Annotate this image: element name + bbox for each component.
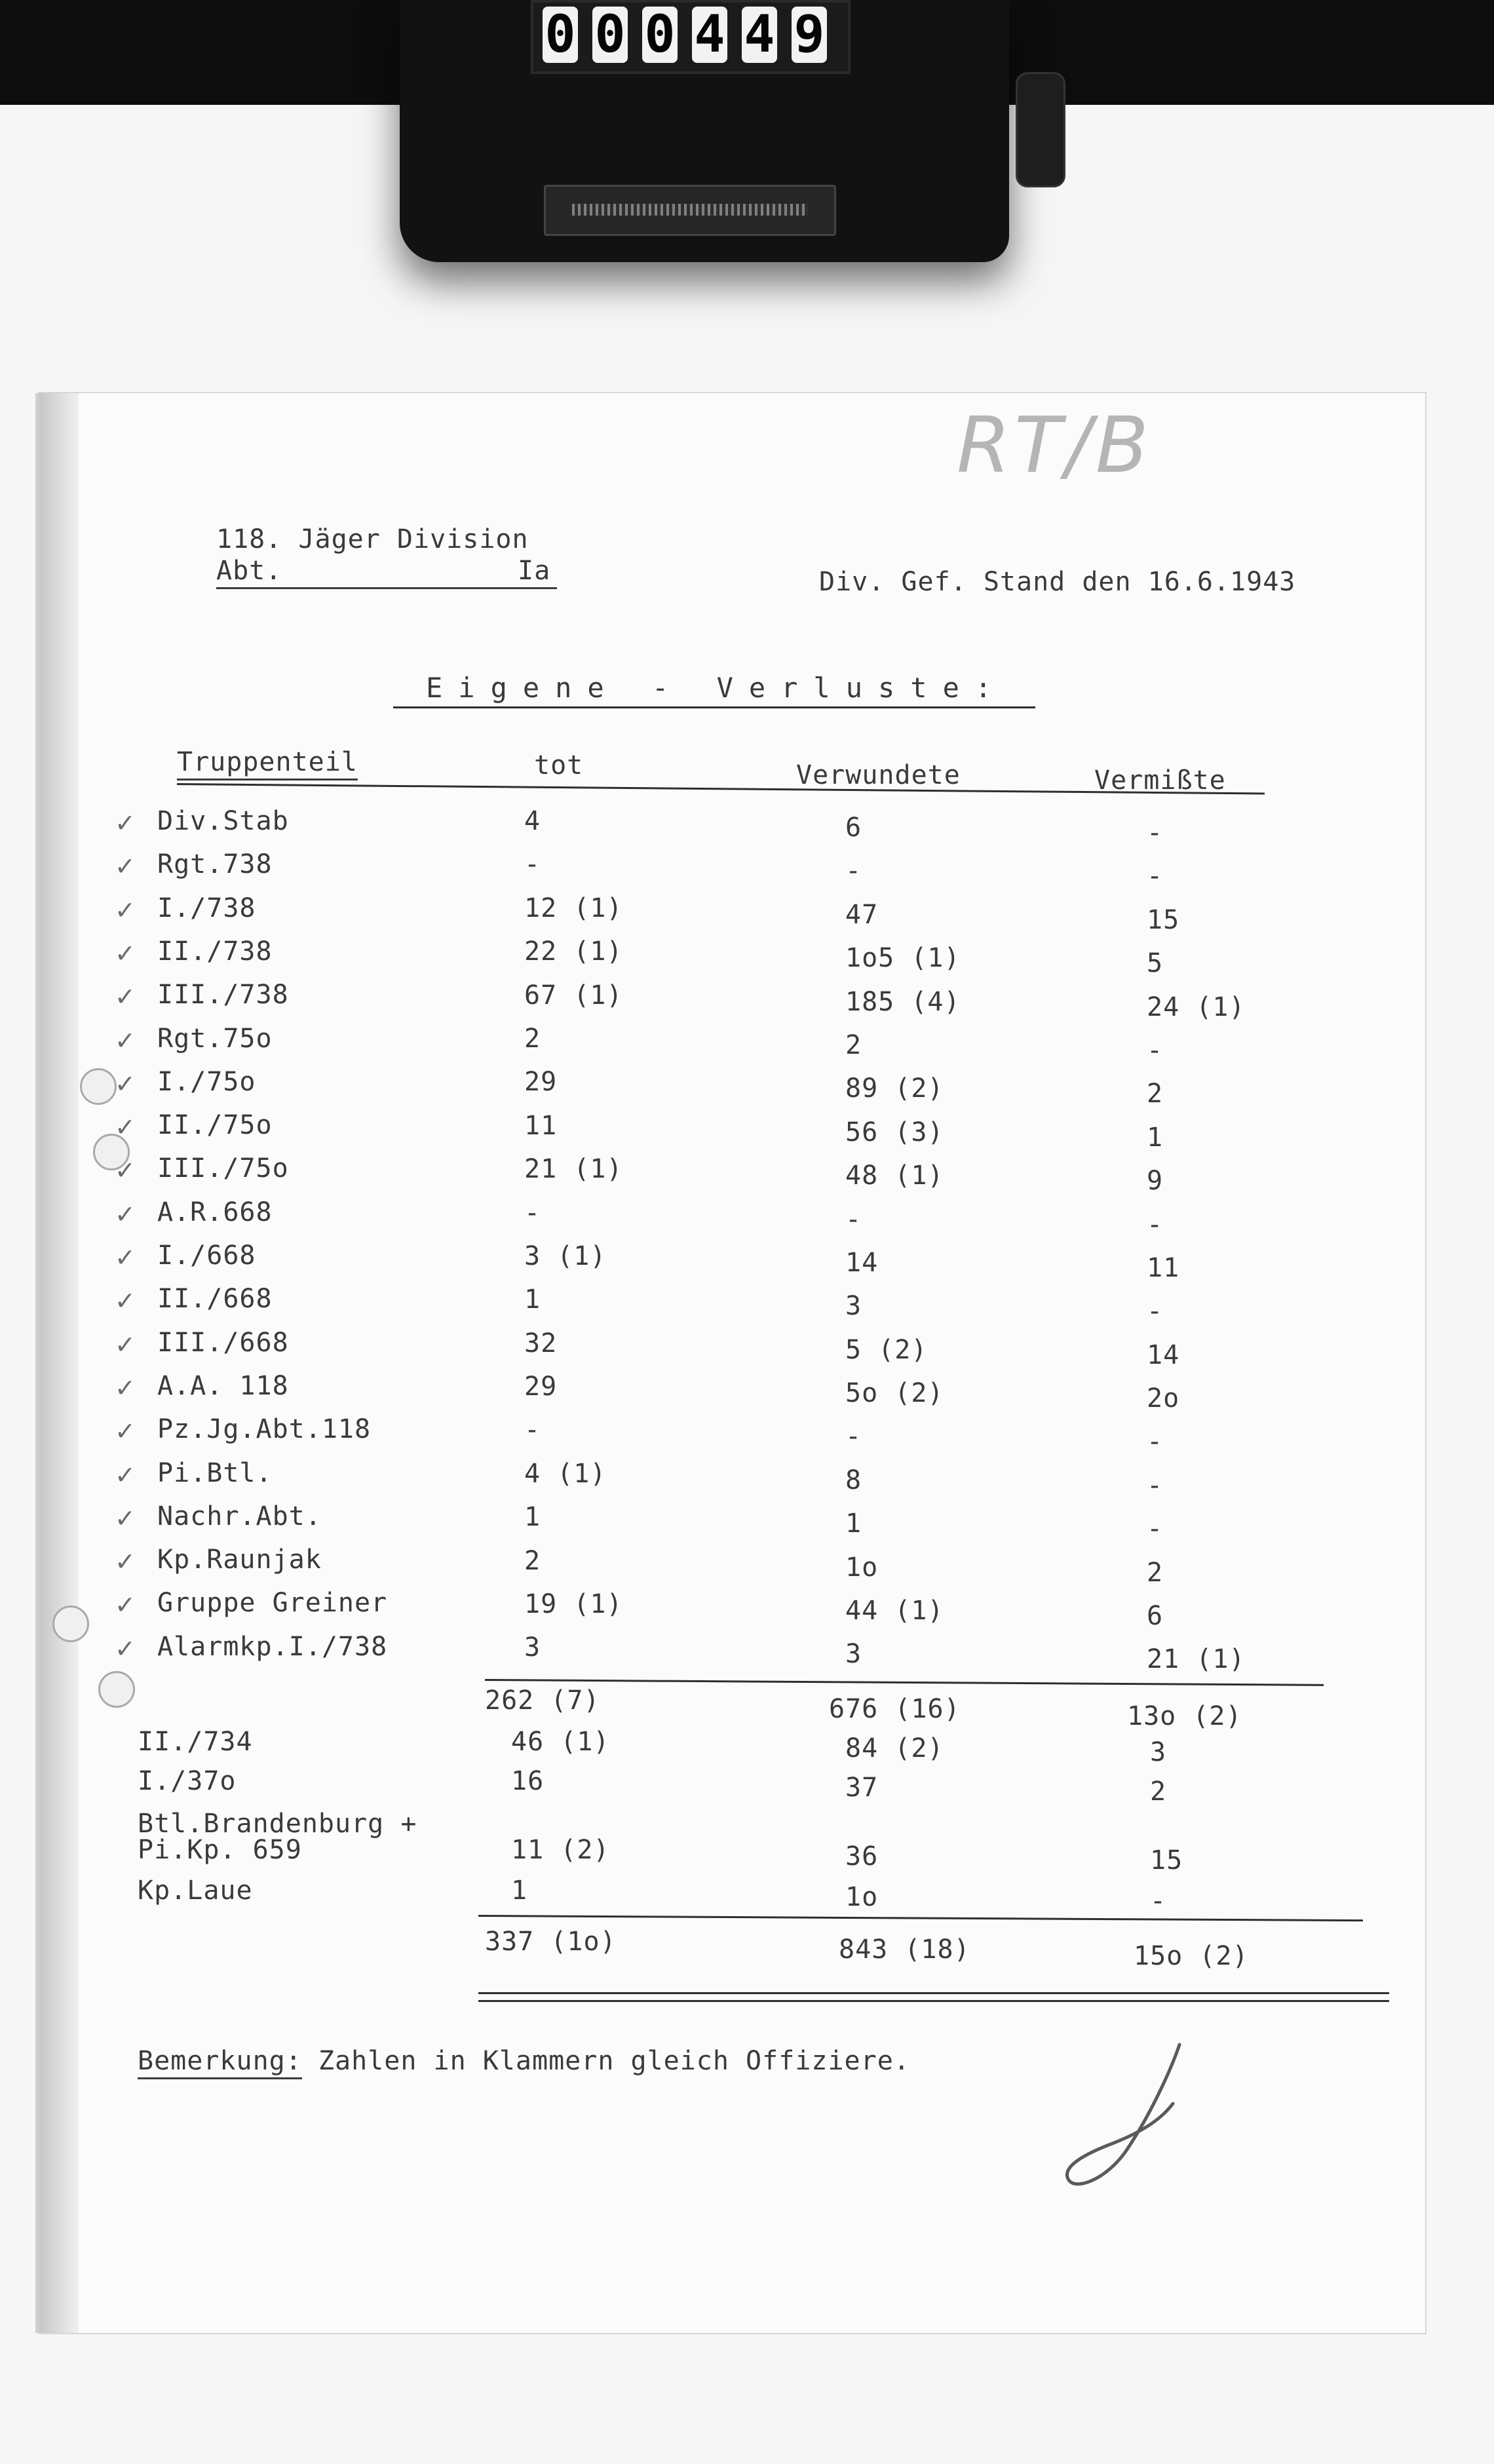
subtotal-rule <box>485 1679 1324 1686</box>
cell-missing: - <box>1147 1209 1164 1240</box>
cell-missing: 2 <box>1147 1079 1164 1109</box>
cell-missing: 6 <box>1147 1601 1164 1632</box>
cell-wounded: 5 (2) <box>845 1334 928 1365</box>
place-date: Div. Gef. Stand den 16.6.1943 <box>819 567 1296 597</box>
cell-missing: 3 <box>1150 1737 1167 1767</box>
check-mark: ✓ <box>115 938 136 968</box>
cell-dead: 2 <box>524 1545 541 1576</box>
cell-missing: 15 <box>1147 904 1180 935</box>
check-mark: ✓ <box>115 1503 136 1533</box>
subtotal-missing: 13o (2) <box>1127 1701 1242 1731</box>
cell-wounded: 6 <box>845 813 862 843</box>
cell-unit: II./75o <box>157 1110 273 1141</box>
cell-unit: III./75o <box>157 1153 289 1184</box>
cell-missing: 21 (1) <box>1147 1644 1246 1675</box>
cell-wounded: - <box>845 1204 862 1235</box>
subtotal-wounded: 676 (16) <box>829 1694 961 1724</box>
cell-missing: 14 <box>1147 1339 1180 1370</box>
cell-missing: 5 <box>1147 948 1164 979</box>
double-rule-top <box>478 1992 1389 1994</box>
cell-dead: 2 <box>524 1023 541 1054</box>
check-mark: ✓ <box>115 852 136 881</box>
frame-counter <box>531 0 851 74</box>
cell-dead: 21 (1) <box>524 1154 623 1185</box>
cell-missing: 15 <box>1150 1845 1183 1876</box>
cell-wounded: 14 <box>845 1247 879 1278</box>
title-underline <box>393 706 1035 708</box>
cell-dead: 29 <box>524 1372 558 1402</box>
cell-dead: 1 <box>511 1876 528 1906</box>
cell-wounded: 8 <box>845 1465 862 1495</box>
check-mark: ✓ <box>115 1069 136 1098</box>
cell-dead: 22 (1) <box>524 936 623 967</box>
counter-digit: 4 <box>742 7 777 63</box>
column-header-unit: Truppenteil <box>177 747 358 780</box>
division-name: 118. Jäger Division <box>216 524 529 554</box>
cell-wounded: 1o <box>845 1882 879 1912</box>
cell-unit: Pz.Jg.Abt.118 <box>157 1414 372 1445</box>
remark-label: Bemerkung: <box>138 2046 302 2079</box>
cell-dead: 32 <box>524 1328 558 1358</box>
cell-wounded: 47 <box>845 899 879 930</box>
cell-unit: I./37o <box>138 1766 237 1796</box>
cell-unit: Kp.Laue <box>138 1876 253 1906</box>
cell-unit: Pi.Btl. <box>157 1457 273 1488</box>
check-mark: ✓ <box>115 1460 136 1490</box>
archive-mark: RT/B <box>957 400 1153 490</box>
cell-unit: Btl.Brandenburg + <box>138 1809 417 1839</box>
cell-missing: 9 <box>1147 1166 1164 1197</box>
column-header-missing: Vermißte <box>1094 765 1226 796</box>
check-mark: ✓ <box>115 1330 136 1359</box>
cell-missing: 2 <box>1147 1557 1164 1588</box>
cell-unit: Kp.Raunjak <box>157 1545 322 1575</box>
cell-unit: II./734 <box>138 1727 253 1757</box>
check-mark: ✓ <box>115 1156 136 1185</box>
check-mark: ✓ <box>115 1373 136 1402</box>
check-mark: ✓ <box>115 1113 136 1142</box>
check-mark: ✓ <box>115 1417 136 1446</box>
check-mark: ✓ <box>115 1026 136 1055</box>
cell-dead: - <box>524 849 541 880</box>
cell-wounded: 1o <box>845 1552 879 1583</box>
cell-unit: Alarmkp.I./738 <box>157 1631 388 1662</box>
column-header-wounded: Verwundete <box>796 760 961 790</box>
cell-unit: A.R.668 <box>157 1197 273 1227</box>
cell-dead: 4 <box>524 806 541 836</box>
cell-wounded: 44 (1) <box>845 1596 944 1627</box>
counter-label-plate <box>544 185 836 236</box>
cell-unit: II./668 <box>157 1284 273 1315</box>
cell-wounded: 56 (3) <box>845 1117 944 1147</box>
check-mark: ✓ <box>115 895 136 925</box>
cell-unit: Rgt.75o <box>157 1023 273 1054</box>
cell-unit: I./75o <box>157 1066 256 1097</box>
total-dead: 337 (1o) <box>485 1927 617 1957</box>
counter-digit: 4 <box>692 7 727 63</box>
check-mark: ✓ <box>115 1286 136 1316</box>
punch-hole <box>98 1671 135 1708</box>
cell-dead: 29 <box>524 1067 558 1098</box>
cell-wounded: 3 <box>845 1291 862 1322</box>
cell-missing: - <box>1147 1470 1164 1501</box>
abt-label: Abt. <box>216 556 282 586</box>
cell-unit: Div.Stab <box>157 806 289 836</box>
punch-hole <box>52 1606 89 1642</box>
cell-wounded: 84 (2) <box>845 1733 944 1763</box>
document-title: Eigene - Verluste: <box>426 672 1008 704</box>
cell-unit: II./738 <box>157 936 273 967</box>
cell-missing: - <box>1147 1427 1164 1457</box>
cell-wounded: - <box>845 856 862 887</box>
cell-dead: 12 (1) <box>524 893 623 923</box>
check-mark: ✓ <box>115 1590 136 1620</box>
cell-unit: I./668 <box>157 1241 256 1271</box>
cell-unit: A.A. 118 <box>157 1370 289 1401</box>
remark-line <box>138 2046 910 2076</box>
cell-missing: 1 <box>1147 1122 1164 1153</box>
cell-wounded: 89 (2) <box>845 1073 944 1104</box>
total-rule <box>478 1915 1363 1921</box>
counter-digit: 0 <box>592 7 628 63</box>
cell-dead: - <box>524 1415 541 1446</box>
cell-missing: - <box>1147 1296 1164 1327</box>
cell-dead: 11 (2) <box>511 1835 610 1865</box>
cell-dead: - <box>524 1197 541 1228</box>
cell-wounded: 1 <box>845 1509 862 1539</box>
check-mark: ✓ <box>115 1243 136 1272</box>
cell-dead: 19 (1) <box>524 1589 623 1620</box>
cell-dead: 3 <box>524 1632 541 1663</box>
counter-digit: 0 <box>642 7 678 63</box>
cell-missing: - <box>1147 861 1164 892</box>
paper-edge-shadow <box>39 393 79 2333</box>
cell-unit: Pi.Kp. 659 <box>138 1835 302 1865</box>
cell-unit: III./738 <box>157 980 289 1011</box>
cell-wounded: 185 (4) <box>845 986 961 1017</box>
cell-wounded: 2 <box>845 1030 862 1060</box>
abt-line <box>216 556 557 589</box>
column-header-dead: tot <box>534 750 584 780</box>
cell-dead: 46 (1) <box>511 1727 610 1757</box>
cell-missing: - <box>1150 1886 1167 1916</box>
document-page <box>39 393 1425 2333</box>
cell-wounded: 1o5 (1) <box>845 943 961 974</box>
cell-missing: 2o <box>1147 1383 1180 1414</box>
counter-digit: 9 <box>792 7 827 63</box>
cell-dead: 67 (1) <box>524 980 623 1011</box>
double-rule-bottom <box>478 2000 1389 2002</box>
cell-dead: 3 (1) <box>524 1241 607 1271</box>
cell-wounded: 36 <box>845 1841 879 1872</box>
cell-unit: III./668 <box>157 1327 289 1358</box>
cell-unit: Gruppe Greiner <box>157 1588 388 1619</box>
frame-counter-device <box>400 0 1009 262</box>
check-mark: ✓ <box>115 1199 136 1229</box>
total-wounded: 843 (18) <box>839 1935 970 1965</box>
counter-digit: 0 <box>543 7 578 63</box>
check-mark: ✓ <box>115 1634 136 1663</box>
cell-dead: 4 (1) <box>524 1458 607 1489</box>
cell-wounded: 37 <box>845 1773 879 1803</box>
handwritten-signature <box>1048 2038 1245 2202</box>
cell-unit: I./738 <box>157 893 256 923</box>
cell-wounded: 48 (1) <box>845 1161 944 1191</box>
counter-knob <box>1016 72 1065 187</box>
cell-dead: 1 <box>524 1502 541 1533</box>
cell-wounded: - <box>845 1421 862 1452</box>
cell-dead: 16 <box>511 1766 545 1796</box>
cell-missing: - <box>1147 818 1164 848</box>
cell-missing: - <box>1147 1514 1164 1545</box>
remark-text: Zahlen in Klammern gleich Offiziere. <box>318 2046 910 2076</box>
abt-value: Ia <box>518 556 551 586</box>
cell-wounded: 5o (2) <box>845 1378 944 1409</box>
total-missing: 15o (2) <box>1134 1941 1249 1971</box>
cell-dead: 1 <box>524 1284 541 1315</box>
punch-hole <box>80 1068 117 1105</box>
cell-missing: - <box>1147 1035 1164 1066</box>
cell-wounded: 3 <box>845 1639 862 1670</box>
cell-unit: Rgt.738 <box>157 849 273 880</box>
cell-dead: 11 <box>524 1110 558 1141</box>
check-mark: ✓ <box>115 809 136 837</box>
check-mark: ✓ <box>115 982 136 1012</box>
cell-missing: 24 (1) <box>1147 991 1246 1022</box>
cell-missing: 2 <box>1150 1777 1167 1807</box>
subtotal-dead: 262 (7) <box>485 1685 600 1716</box>
cell-unit: Nachr.Abt. <box>157 1501 322 1531</box>
check-mark: ✓ <box>115 1547 136 1577</box>
cell-missing: 11 <box>1147 1252 1180 1283</box>
